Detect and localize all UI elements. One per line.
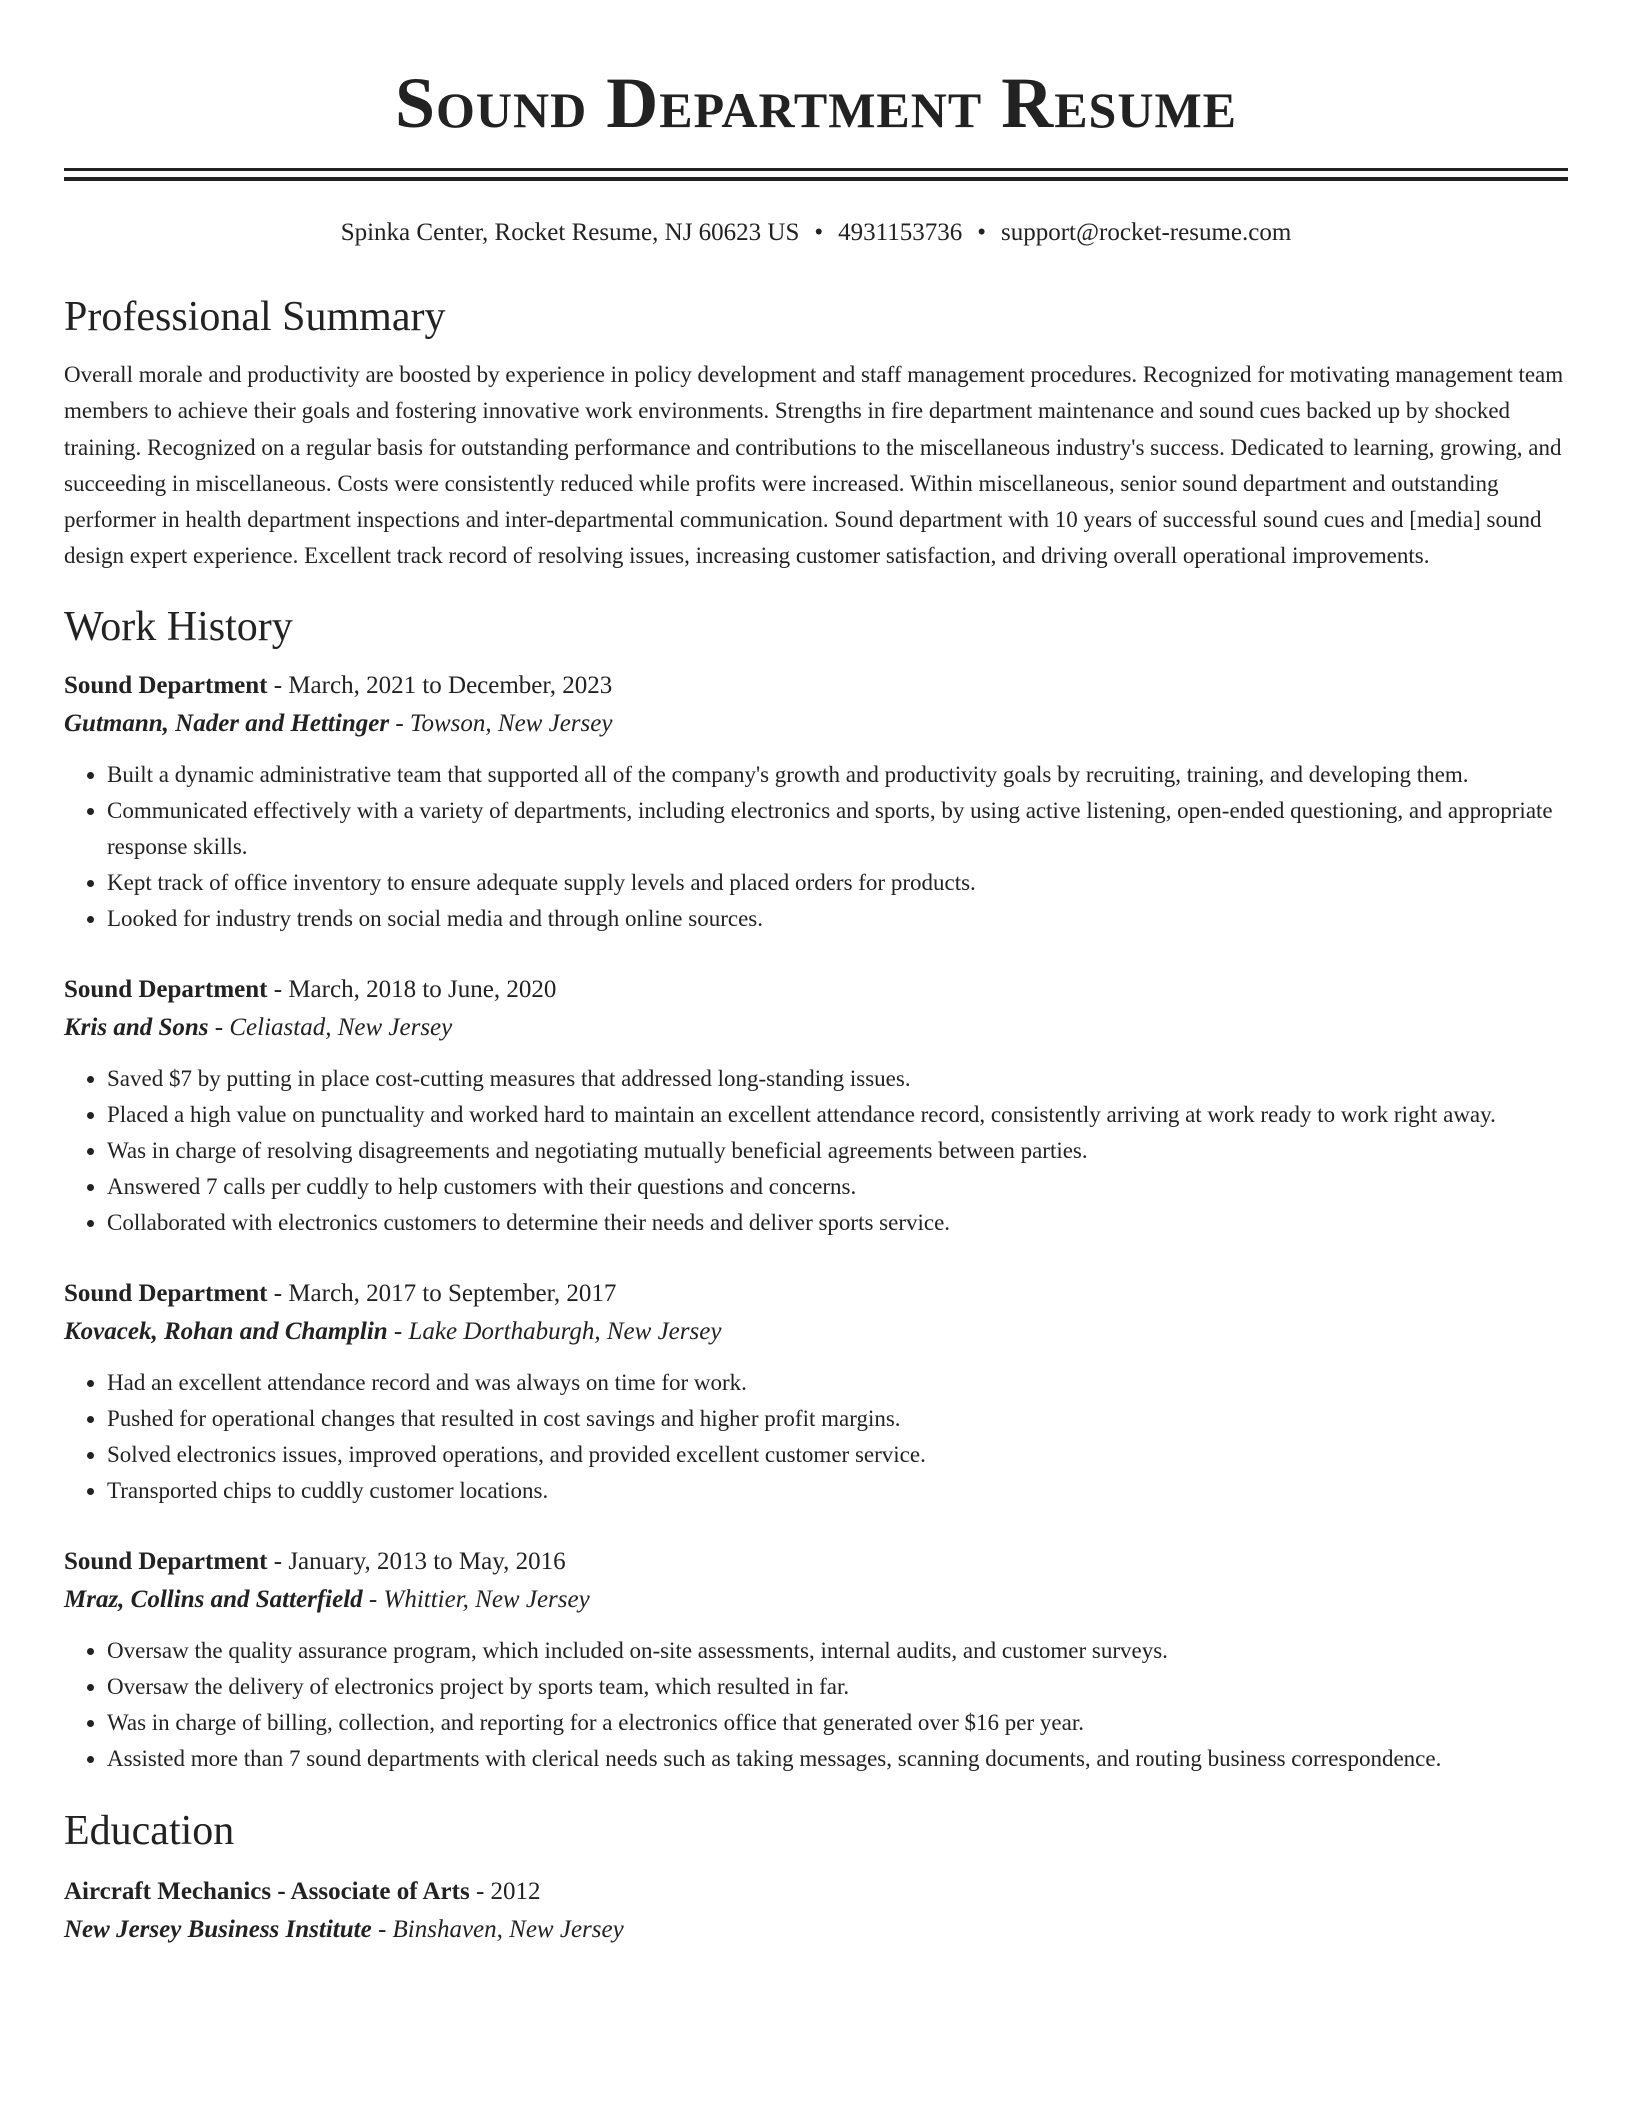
job-dates: March, 2017 to September, 2017	[288, 1279, 617, 1307]
job-company: Kovacek, Rohan and Champlin	[64, 1317, 388, 1345]
duty-item: • Kept track of office inventory to ensure adequate supply levels and placed orders for products.	[107, 865, 1568, 901]
job-employer: Kris and Sons - Celiastad, New Jersey	[64, 1013, 453, 1041]
job-company: Kris and Sons	[64, 1013, 209, 1041]
job-entry	[64, 1543, 1568, 1777]
duty-item: • Was in charge of billing, collection, and reporting for a electronics office that generated over $16 per year.	[107, 1705, 1568, 1741]
job-location: Lake Dorthaburgh, New Jersey	[408, 1317, 722, 1345]
duty-item: • Had an excellent attendance record and was always on time for work.	[107, 1365, 1568, 1401]
education-entry	[64, 1873, 1568, 1949]
job-duties	[64, 757, 1568, 937]
duty-item: • Looked for industry trends on social media and through online sources.	[107, 901, 1568, 937]
job-company: Mraz, Collins and Satterfield	[64, 1585, 363, 1613]
job-title: Sound Department	[64, 671, 268, 699]
job-title: Sound Department	[64, 975, 268, 1003]
job-location: Celiastad, New Jersey	[229, 1013, 453, 1041]
job-employer: Gutmann, Nader and Hettinger - Towson, New Jersey	[64, 709, 613, 737]
summary-text: Overall morale and productivity are boosted by experience in policy development and staff management procedures. Recognized for motivating management team members to achieve their goals and fostering innovative work environments. Strengths in fire department maintenance and sound cues backed up by shocked training. Recognized on a regular basis for outstanding performance and contributions to the miscellaneous industry's success. Dedicated to learning, growing, and succeeding in miscellaneous. Costs were consistently reduced while profits were increased. Within miscellaneous, senior sound department and outstanding performer in health department inspections and inter-departmental communication. Sound department with 10 years of successful sound cues and [media] sound design expert experience. Excellent track record of resolving issues, increasing customer satisfaction, and driving overall operational improvements.	[64, 362, 1564, 569]
contact-separator: •	[977, 219, 986, 246]
job-entry	[64, 971, 1568, 1241]
job-title: Sound Department	[64, 1547, 268, 1575]
work-history-heading: Work History	[64, 603, 293, 650]
title-divider-thick	[64, 177, 1568, 181]
education-school-line: New Jersey Business Institute - Binshaven, New Jersey	[64, 1915, 624, 1943]
duty-item: • Answered 7 calls per cuddly to help customers with their questions and concerns.	[107, 1169, 1568, 1205]
contact-phone: 4931153736	[838, 219, 963, 246]
duty-item: • Communicated effectively with a variety of departments, including electronics and sports, by using active listening, open-ended questioning, and appropriate response skills.	[107, 793, 1568, 865]
education-header: Aircraft Mechanics - Associate of Arts - 2012	[64, 1877, 541, 1905]
job-header: Sound Department - January, 2013 to May, 2016	[64, 1547, 566, 1575]
job-entry	[64, 1275, 1568, 1509]
job-location: Towson, New Jersey	[409, 709, 613, 737]
job-dates: March, 2018 to June, 2020	[288, 975, 557, 1003]
duty-item: • Was in charge of resolving disagreements and negotiating mutually beneficial agreements between parties.	[107, 1133, 1568, 1169]
education-degree: Aircraft Mechanics - Associate of Arts	[64, 1877, 470, 1905]
job-employer: Mraz, Collins and Satterfield - Whittier, New Jersey	[64, 1585, 590, 1613]
job-dates: March, 2021 to December, 2023	[288, 671, 613, 699]
job-duties	[64, 1365, 1568, 1509]
job-location: Whittier, New Jersey	[383, 1585, 590, 1613]
duty-item: • Oversaw the delivery of electronics project by sports team, which resulted in far.	[107, 1669, 1568, 1705]
job-header: Sound Department - March, 2021 to December, 2023	[64, 671, 613, 699]
duty-item: • Saved $7 by putting in place cost-cutting measures that addressed long-standing issues.	[107, 1061, 1568, 1097]
job-company: Gutmann, Nader and Hettinger	[64, 709, 390, 737]
duty-item: • Placed a high value on punctuality and worked hard to maintain an excellent attendance record, consistently arriving at work ready to work right away.	[107, 1097, 1568, 1133]
summary-heading: Professional Summary	[64, 294, 446, 340]
job-duties	[64, 1061, 1568, 1241]
job-duties	[64, 1633, 1568, 1777]
contact-email: support@rocket-resume.com	[1001, 219, 1292, 246]
job-header: Sound Department - March, 2017 to September, 2017	[64, 1279, 617, 1307]
job-header: Sound Department - March, 2018 to June, 2020	[64, 975, 557, 1003]
duty-item: • Transported chips to cuddly customer locations.	[107, 1473, 1568, 1509]
education-location: Binshaven, New Jersey	[392, 1915, 624, 1943]
contact-address: Spinka Center, Rocket Resume, NJ 60623 US	[340, 219, 800, 246]
duty-item: • Assisted more than 7 sound departments with clerical needs such as taking messages, scanning documents, and routing business correspondence.	[107, 1741, 1568, 1777]
contact-line	[64, 217, 1568, 249]
title-divider-thin	[64, 168, 1568, 171]
education-heading: Education	[64, 1807, 235, 1854]
education-year: 2012	[490, 1877, 541, 1905]
job-entry	[64, 667, 1568, 937]
duty-item: • Built a dynamic administrative team that supported all of the company's growth and productivity goals by recruiting, training, and developing them.	[107, 757, 1568, 793]
job-title: Sound Department	[64, 1279, 268, 1307]
duty-item: • Collaborated with electronics customers to determine their needs and deliver sports service.	[107, 1205, 1568, 1241]
duty-item: • Pushed for operational changes that resulted in cost savings and higher profit margins.	[107, 1401, 1568, 1437]
contact-separator: •	[814, 219, 824, 246]
duty-item: • Oversaw the quality assurance program, which included on-site assessments, internal audits, and customer surveys.	[107, 1633, 1568, 1669]
job-employer: Kovacek, Rohan and Champlin - Lake Dorthaburgh, New Jersey	[64, 1317, 722, 1345]
job-dates: January, 2013 to May, 2016	[288, 1547, 566, 1575]
duty-item: • Solved electronics issues, improved operations, and provided excellent customer service.	[107, 1437, 1568, 1473]
education-school: New Jersey Business Institute	[64, 1915, 372, 1943]
resume-title: Sound Department Resume	[394, 63, 1238, 143]
